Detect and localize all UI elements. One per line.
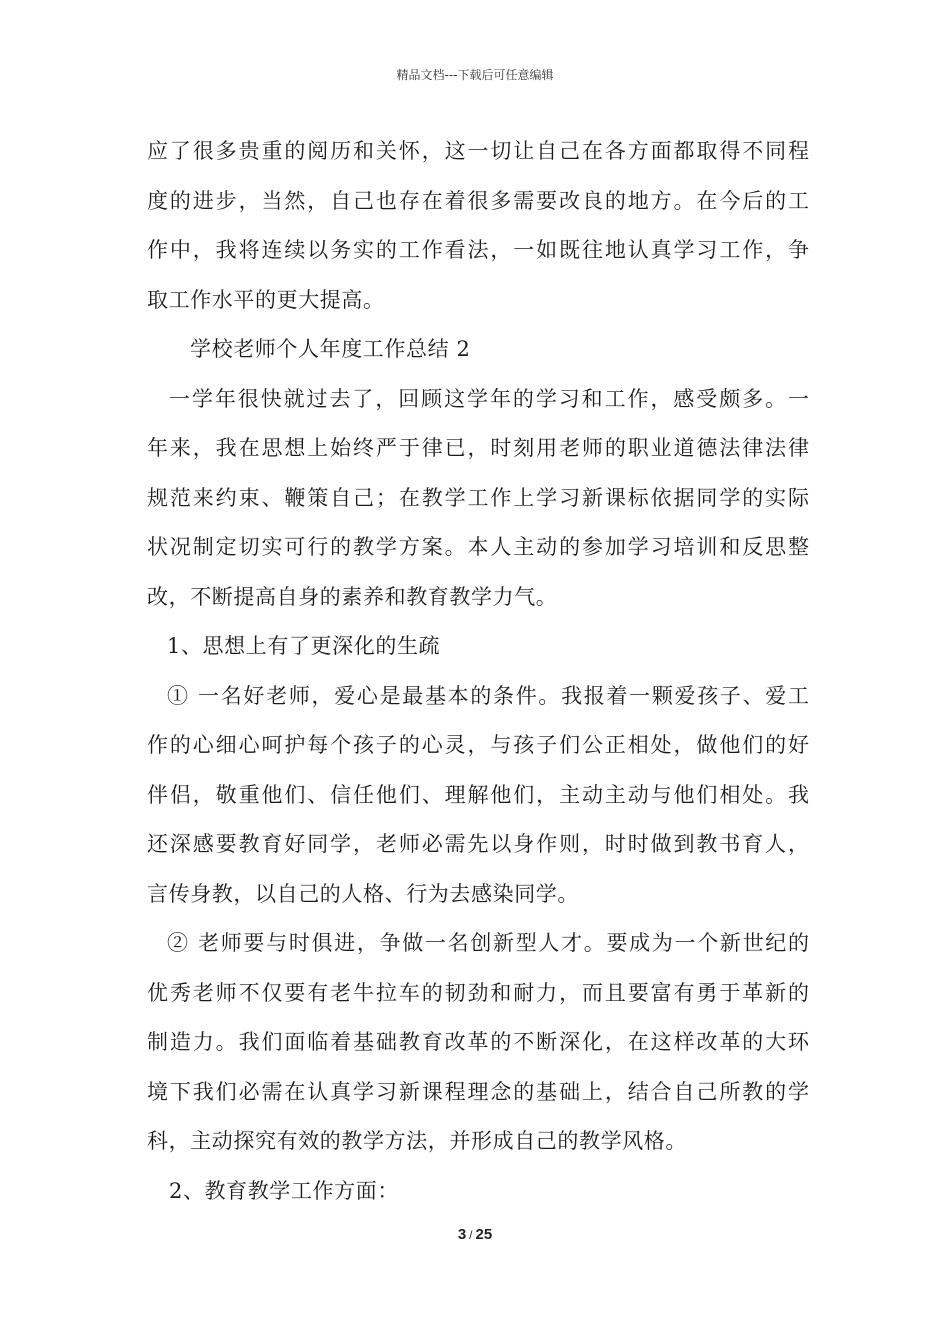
text-line: 度的进步，当然，自己也存在着很多需要改良的地方。在今后的工: [147, 188, 809, 213]
subheading-line: 1、思想上有了更深化的生疏: [167, 634, 441, 658]
text-line: 伴侣，敬重他们、信任他们、理解他们，主动主动与他们相处。我: [147, 782, 809, 807]
text-line: ② 老师要与时俱进，争做一名创新型人才。要成为一个新世纪的: [167, 931, 809, 955]
page-number: [0, 1226, 950, 1243]
text-line: 科，主动探究有效的教学方法，并形成自己的教学风格。: [147, 1129, 687, 1153]
text-line: 言传身教，以自己的人格、行为去感染同学。: [147, 881, 579, 906]
text-line: 状况制定切实可行的教学方案。本人主动的参加学习培训和反思整: [147, 535, 809, 559]
text-line: 取工作水平的更大提高。: [147, 287, 385, 312]
page-header: 精品文档---下载后可任意编辑: [396, 68, 554, 82]
heading-line: 学校老师个人年度工作总结 2: [190, 337, 471, 361]
paragraph-intro: [147, 375, 809, 623]
paragraph-point-2: [147, 919, 809, 1167]
subheading-1: [147, 622, 809, 672]
paragraph-continuation: [147, 127, 809, 325]
text-line: 优秀老师不仅要有老牛拉车的韧劲和耐力，而且要富有勇于革新的: [147, 980, 809, 1005]
text-line: 应了很多贵重的阅历和关怀，这一切让自己在各方面都取得不同程: [147, 139, 809, 163]
text-line: 一学年很快就过去了，回顾这学年的学习和工作，感受颇多。一: [169, 386, 809, 411]
document-body: [147, 127, 809, 1216]
section-heading: [147, 325, 809, 375]
text-line: 规范来约束、鞭策自己；在教学工作上学习新课标依据同学的实际: [147, 485, 809, 510]
text-line: 年来，我在思想上始终严于律已，时刻用老师的职业道德法律法律: [147, 436, 809, 460]
text-line: 作中，我将连续以务实的工作看法，一如既往地认真学习工作，争: [147, 238, 809, 262]
subheading-2: [147, 1167, 809, 1217]
text-line: ① 一名好老师，爱心是最基本的条件。我报着一颗爱孩子、爱工: [167, 683, 809, 708]
text-line: 还深感要教育好同学，老师必需先以身作则，时时做到教书育人，: [147, 832, 809, 856]
text-line: 制造力。我们面临着基础教育改革的不断深化，在这样改革的大环: [147, 1030, 809, 1054]
page-separator: /: [469, 1228, 473, 1242]
text-line: 境下我们必需在认真学习新课程理念的基础上，结合自己所教的学: [147, 1079, 809, 1104]
current-page: 3: [457, 1226, 467, 1243]
total-pages: 25: [475, 1226, 493, 1243]
text-line: 改，不断提高自身的素养和教育教学力气。: [147, 584, 558, 609]
paragraph-point-1: [147, 672, 809, 920]
subheading-line: 2、教育教学工作方面：: [169, 1178, 399, 1203]
text-line: 作的心细心呵护每个孩子的心灵，与孩子们公正相处，做他们的好: [147, 733, 809, 757]
